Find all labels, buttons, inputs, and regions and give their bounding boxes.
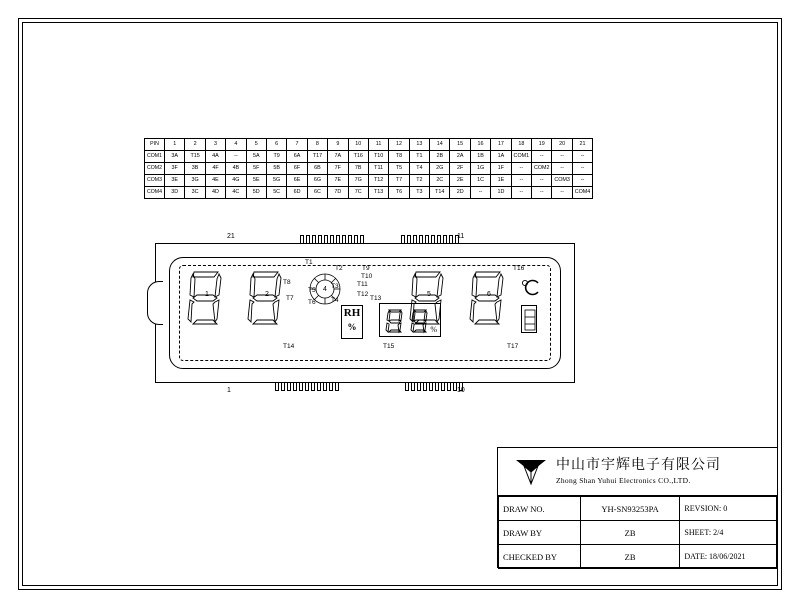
cell: 5D [246,187,266,199]
seven-segment-digit-1 [185,269,229,327]
cell: 1 [165,139,185,151]
draw-no-value: YH-SN93253PA [580,497,680,521]
table-row [499,521,777,545]
annotation-t4: T4 [331,297,339,304]
cell: T14 [430,187,450,199]
cell: 5F [246,163,266,175]
cell: -- [532,151,552,163]
cell: T6 [389,187,409,199]
cell: 15 [450,139,470,151]
degree-celsius-svg [521,279,541,297]
degree-celsius-icon [521,279,541,297]
digit-index-label: 2 [265,291,269,298]
pin-tooth [407,235,411,244]
annotation-t1: T1 [305,259,313,266]
annotation-t15: T15 [383,343,395,350]
annotation-t14: T14 [283,343,295,350]
row-label: COM3 [145,175,165,187]
cell: 3B [185,163,205,175]
pin-tooth [287,382,291,391]
cell: 12 [389,139,409,151]
cell: COM4 [572,187,592,199]
pin-tooth [348,235,352,244]
annotation-t3: T3 [331,283,339,290]
cell: T3 [409,187,429,199]
cell: 1D [491,187,511,199]
battery-icon [521,305,537,333]
cell: 2A [450,151,470,163]
cell: T13 [368,187,388,199]
cell: 3E [165,175,185,187]
pin-comb-bottom-right [405,382,463,391]
company-name-cn: 中山市宇辉电子有限公司 [556,458,721,473]
cell: 3F [165,163,185,175]
cell: 4B [226,163,246,175]
cell: -- [511,175,531,187]
pin-tooth [423,382,427,391]
pin-comb-top-left [300,235,364,244]
lcd-left-tab [147,281,163,325]
cell: T10 [368,151,388,163]
annotation-t8: T8 [283,279,291,286]
cell: -- [511,163,531,175]
pin-tooth [443,235,447,244]
cell: 6C [307,187,327,199]
cell: 2E [450,175,470,187]
cell: 1G [470,163,490,175]
row-label: COM4 [145,187,165,199]
cell: 9 [328,139,348,151]
digit-index-label: 1 [205,291,209,298]
annotation-t13: T13 [370,295,382,302]
seven-segment-svg [185,269,229,327]
company-header [498,448,777,496]
row-label: COM1 [145,151,165,163]
title-block-table [498,496,777,569]
cell: 4F [205,163,225,175]
cell: -- [572,151,592,163]
seven-segment-digit-2 [245,269,289,327]
pin-index-top-right: 11 [457,233,465,240]
pin-tooth [401,235,405,244]
annotation-t6: T6 [308,299,316,306]
cell: T1 [409,151,429,163]
seven-segment-svg [245,269,289,327]
table-row [145,139,593,151]
cell: 4C [226,187,246,199]
annotation-t5: T5 [308,287,316,294]
cell: 10 [348,139,368,151]
annotation-t17: T17 [507,343,519,350]
cell: -- [552,151,572,163]
company-logo-icon [514,456,548,486]
cell: 5E [246,175,266,187]
table-row [145,187,593,199]
cell: 11 [368,139,388,151]
cell: 7 [287,139,307,151]
cell: 18 [511,139,531,151]
annotation-t12: T12 [357,291,369,298]
rh-indicator-icon [341,305,363,339]
pin-tooth [411,382,415,391]
cell: 2F [450,163,470,175]
cell: 5 [246,139,266,151]
pin-tooth [441,382,445,391]
cell: 6E [287,175,307,187]
cell: -- [470,187,490,199]
pin-tooth [300,235,304,244]
cell: 14 [430,139,450,151]
cell: -- [552,187,572,199]
cell: -- [552,163,572,175]
cell: 8 [307,139,327,151]
cell: -- [532,187,552,199]
cell: 5G [266,175,286,187]
annotation-t2: T2 [335,265,343,272]
cell: T7 [389,175,409,187]
cell: 5A [246,151,266,163]
cell: T11 [368,163,388,175]
cell: -- [511,187,531,199]
cell: 19 [532,139,552,151]
cell: 5B [266,163,286,175]
cell: 1C [470,175,490,187]
cell: 3C [185,187,205,199]
cell: -- [532,175,552,187]
annotation-t9: T9 [362,265,370,272]
cell: 4A [205,151,225,163]
sheet-value: SHEET: 2/4 [680,521,777,545]
cell: 3 [205,139,225,151]
mini-seg-svg [385,308,405,334]
cell: 7E [328,175,348,187]
cell: T15 [185,151,205,163]
cell: 2C [430,175,450,187]
logo-svg [514,456,548,486]
pin-tooth [419,235,423,244]
row-label: PIN [145,139,165,151]
cell: -- [226,151,246,163]
pin-tooth [447,382,451,391]
cell: T4 [409,163,429,175]
cell: 2 [185,139,205,151]
pin-tooth [330,235,334,244]
pin-index-top-left: 21 [227,233,235,240]
cell: T5 [389,163,409,175]
annotation-t16: T16 [513,265,525,272]
pin-tooth [429,382,433,391]
pin-tooth [293,382,297,391]
mini-percent-label: % [430,325,437,334]
mini-seg-svg [410,308,430,334]
cell: 4 [226,139,246,151]
pin-assignment-table [144,138,593,199]
draw-by-value: ZB [580,521,680,545]
draw-no-label: DRAW NO. [499,497,581,521]
pin-tooth [336,235,340,244]
digit-index-label: 4 [323,286,327,293]
cell: 21 [572,139,592,151]
date-value: DATE: 18/06/2021 [680,545,777,569]
pin-index-bottom-right: 10 [457,387,465,394]
row-label: COM2 [145,163,165,175]
annotation-t7: T7 [286,295,294,302]
battery-svg [522,306,538,334]
cell: 5C [266,187,286,199]
pin-tooth [305,382,309,391]
pin-index-bottom-left: 1 [227,387,231,394]
cell: T16 [348,151,368,163]
cell: 13 [409,139,429,151]
title-block-body [499,497,777,569]
cell: 6G [307,175,327,187]
cell: COM1 [511,151,531,163]
table-row [145,151,593,163]
table-row [145,175,593,187]
cell: T12 [368,175,388,187]
pin-tooth [311,382,315,391]
digit-index-label: 5 [427,291,431,298]
pin-tooth [306,235,310,244]
cell: -- [572,175,592,187]
pin-tooth [342,235,346,244]
cell: 7C [348,187,368,199]
cell: 2B [430,151,450,163]
pin-tooth [405,382,409,391]
percent-label: % [347,322,357,332]
pin-comb-bottom-left [275,382,339,391]
pin-table-body [145,139,593,199]
pin-tooth [275,382,279,391]
pin-tooth [360,235,364,244]
cell: 7A [328,151,348,163]
cell: 3D [165,187,185,199]
pin-tooth [324,235,328,244]
title-block [497,447,778,568]
pin-tooth [323,382,327,391]
lcd-module-drawing [155,233,575,394]
table-row [145,163,593,175]
digit-index-label: 6 [487,291,491,298]
pin-tooth [437,235,441,244]
table-row [499,545,777,569]
pin-tooth [318,235,322,244]
pin-comb-top-right [401,235,459,244]
cell: 6B [307,163,327,175]
cell: COM3 [552,175,572,187]
annotation-t10: T10 [361,273,373,280]
pin-tooth [413,235,417,244]
cell: 7G [348,175,368,187]
mini-seven-segment-digit-a [385,308,405,334]
company-name-en: Zhong Shan Yuhui Electronics CO.,LTD. [556,476,691,485]
pin-tooth [312,235,316,244]
cell: 1F [491,163,511,175]
rh-label: RH [343,307,361,319]
checked-by-label: CHECKED BY [499,545,581,569]
pin-tooth [317,382,321,391]
draw-by-label: DRAW BY [499,521,581,545]
table-row [499,497,777,521]
pin-tooth [431,235,435,244]
pin-tooth [335,382,339,391]
cell: T8 [389,151,409,163]
cell: 1E [491,175,511,187]
cell: 7D [328,187,348,199]
cell: 4E [205,175,225,187]
mini-digit-cluster [379,303,441,337]
pin-tooth [449,235,453,244]
cell: -- [572,163,592,175]
pin-tooth [425,235,429,244]
cell: 16 [470,139,490,151]
cell: 4D [205,187,225,199]
cell: 6D [287,187,307,199]
cell: 1B [470,151,490,163]
seven-segment-digit-6 [467,269,511,327]
cell: 6F [287,163,307,175]
checked-by-value: ZB [580,545,680,569]
cell: T2 [409,175,429,187]
cell: 4G [226,175,246,187]
cell: 7F [328,163,348,175]
cell: T17 [307,151,327,163]
cell: 3G [185,175,205,187]
pin-tooth [299,382,303,391]
pin-tooth [329,382,333,391]
pin-tooth [417,382,421,391]
cell: 2D [450,187,470,199]
cell: 17 [491,139,511,151]
cell: 6A [287,151,307,163]
cell: COM2 [532,163,552,175]
annotation-t11: T11 [357,281,368,288]
pin-tooth [281,382,285,391]
pin-tooth [354,235,358,244]
cell: 20 [552,139,572,151]
revision-value: REVSION: 0 [680,497,777,521]
cell: T9 [266,151,286,163]
cell: 6 [266,139,286,151]
cell: 3A [165,151,185,163]
pin-tooth [435,382,439,391]
cell: 7B [348,163,368,175]
seven-segment-svg [467,269,511,327]
cell: 2G [430,163,450,175]
mini-seven-segment-digit-b [410,308,430,334]
cell: 1A [491,151,511,163]
